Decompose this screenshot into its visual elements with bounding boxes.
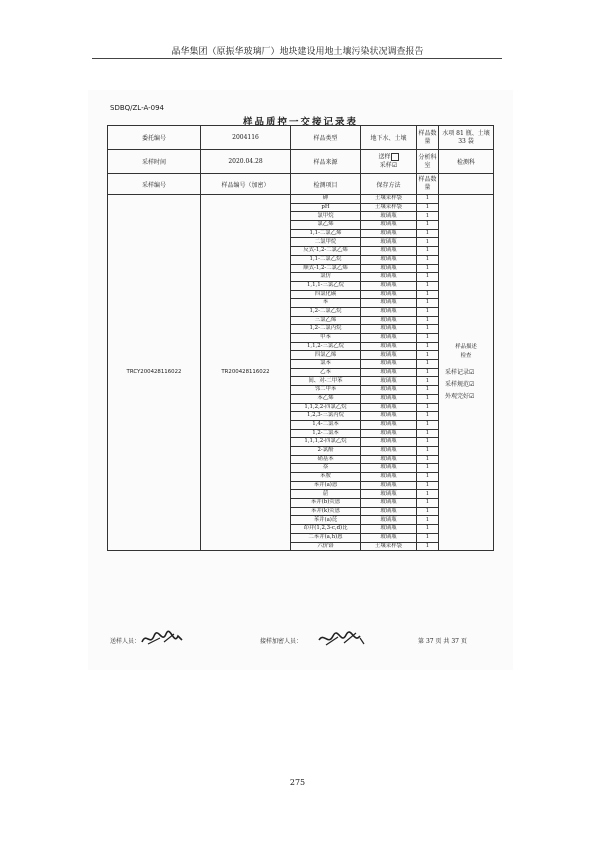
- sample-qty-label: 样品数量: [417, 126, 439, 150]
- item-rows: [108, 195, 494, 551]
- qty-cell: 1: [417, 403, 439, 412]
- qty-cell: 1: [417, 525, 439, 534]
- item-cell: 苯并(a)芘: [291, 516, 361, 525]
- checkbox-checked-icon: ☑: [469, 368, 475, 376]
- item-cell: 苯胺: [291, 473, 361, 482]
- checkbox-empty-icon: [391, 153, 399, 161]
- qty-cell: 1: [417, 247, 439, 256]
- check-item-standard: [439, 379, 493, 391]
- sample-type-label: 样品类型: [291, 126, 361, 150]
- qty-cell: 1: [417, 377, 439, 386]
- qty-cell: 1: [417, 542, 439, 551]
- page-prefix: 第: [418, 638, 425, 645]
- qty-cell: 1: [417, 368, 439, 377]
- qty-cell: 1: [417, 325, 439, 334]
- storage-cell: 土壤采样袋: [361, 195, 417, 204]
- item-cell: 1,1,1,2-四氯乙烷: [291, 438, 361, 447]
- storage-cell: 玻璃瓶: [361, 221, 417, 230]
- item-cell: 硝基苯: [291, 455, 361, 464]
- storage-cell: 玻璃瓶: [361, 342, 417, 351]
- qty-cell: 1: [417, 464, 439, 473]
- qty-cell: 1: [417, 412, 439, 421]
- notes-cell: [439, 195, 494, 551]
- form-title: 样品质控一交接记录表: [242, 117, 358, 128]
- sender-label: 送样人员：: [110, 638, 141, 645]
- item-cell: 四氯乙烯: [291, 351, 361, 360]
- qty-cell: 1: [417, 455, 439, 464]
- checkbox-checked-icon: ☑: [469, 380, 475, 388]
- storage-cell: 玻璃瓶: [361, 290, 417, 299]
- storage-cell: 玻璃瓶: [361, 360, 417, 369]
- item-cell: 二苯并(a,h)蒽: [291, 533, 361, 542]
- item-cell: 1,2-二氯苯: [291, 429, 361, 438]
- storage-cell: 玻璃瓶: [361, 351, 417, 360]
- item-cell: 䓛: [291, 490, 361, 499]
- document-code: SDBQ/ZL-A-094: [110, 104, 164, 112]
- page-total: 37: [451, 638, 459, 645]
- storage-cell: 玻璃瓶: [361, 525, 417, 534]
- source-option-sample: 采样: [379, 161, 392, 169]
- sample-id: TR200428116022: [201, 195, 291, 551]
- qty-cell: 1: [417, 420, 439, 429]
- check-item-appearance: [439, 391, 493, 403]
- qty-cell: 1: [417, 516, 439, 525]
- storage-cell: 玻璃瓶: [361, 394, 417, 403]
- storage-cell: 玻璃瓶: [361, 446, 417, 455]
- item-cell: 2-氯酚: [291, 446, 361, 455]
- col-notes: [439, 174, 494, 195]
- storage-cell: 玻璃瓶: [361, 507, 417, 516]
- storage-cell: 玻璃瓶: [361, 229, 417, 238]
- page-suffix: 页: [460, 638, 467, 645]
- source-options: [361, 150, 417, 174]
- item-cell: 甲苯: [291, 334, 361, 343]
- storage-cell: 土壤采样袋: [361, 203, 417, 212]
- source-option-send: 送样: [378, 153, 391, 161]
- item-cell: 1,1-二氯乙烷: [291, 255, 361, 264]
- page-current: 37: [425, 638, 434, 645]
- storage-cell: 玻璃瓶: [361, 490, 417, 499]
- item-cell: 1,1-二氯乙烯: [291, 229, 361, 238]
- qty-cell: 1: [417, 507, 439, 516]
- item-cell: 氯甲烷: [291, 212, 361, 221]
- qty-cell: 1: [417, 221, 439, 230]
- storage-cell: 玻璃瓶: [361, 255, 417, 264]
- analysis-label: 分析科室: [417, 150, 439, 174]
- col-sample-code: 样品编号（加密）: [201, 174, 291, 195]
- receiver-signature-icon: [316, 630, 366, 648]
- page-number: 275: [289, 778, 306, 787]
- date-label: 采样时间: [108, 150, 201, 174]
- notes-title: 样品描述检查: [455, 343, 477, 359]
- storage-cell: 玻璃瓶: [361, 368, 417, 377]
- column-header-row: [108, 174, 494, 195]
- col-storage: 保存方法: [361, 174, 417, 195]
- storage-cell: 玻璃瓶: [361, 386, 417, 395]
- storage-cell: 玻璃瓶: [361, 516, 417, 525]
- sample-type-value: 地下水、土壤: [361, 126, 417, 150]
- commission-label: 委托编号: [108, 126, 201, 150]
- storage-cell: 玻璃瓶: [361, 420, 417, 429]
- storage-cell: 玻璃瓶: [361, 429, 417, 438]
- qty-cell: 1: [417, 351, 439, 360]
- top-row-2: [108, 150, 494, 174]
- storage-cell: 玻璃瓶: [361, 334, 417, 343]
- item-cell: 氯仿: [291, 273, 361, 282]
- storage-cell: 玻璃瓶: [361, 264, 417, 273]
- qty-cell: 1: [417, 273, 439, 282]
- qty-cell: 1: [417, 481, 439, 490]
- storage-cell: 玻璃瓶: [361, 307, 417, 316]
- qty-cell: 1: [417, 290, 439, 299]
- item-cell: 1,2,3-三氯丙烷: [291, 412, 361, 421]
- scanned-form: [88, 90, 513, 670]
- qty-cell: 1: [417, 360, 439, 369]
- storage-cell: 玻璃瓶: [361, 377, 417, 386]
- storage-cell: 玻璃瓶: [361, 325, 417, 334]
- qty-cell: 1: [417, 342, 439, 351]
- item-cell: 顺式-1,2-二氯乙烯: [291, 264, 361, 273]
- item-cell: 间、对-二甲苯: [291, 377, 361, 386]
- sender-signature-icon: [140, 630, 184, 648]
- item-cell: 苯并(b)荧蒽: [291, 499, 361, 508]
- handover-table: [107, 125, 494, 551]
- storage-cell: 玻璃瓶: [361, 281, 417, 290]
- checkbox-checked-icon: ☑: [469, 392, 475, 400]
- item-cell: 1,4-二氯苯: [291, 420, 361, 429]
- storage-cell: 土壤采样袋: [361, 542, 417, 551]
- item-cell: pH: [291, 203, 361, 212]
- qty-cell: 1: [417, 238, 439, 247]
- item-cell: 氯乙烯: [291, 221, 361, 230]
- storage-cell: 玻璃瓶: [361, 481, 417, 490]
- receiver-label: 接样加密人员：: [260, 638, 303, 645]
- header-rule: [92, 58, 502, 59]
- date-value: 2020.04.28: [201, 150, 291, 174]
- item-cell: 1,2-二氯丙烷: [291, 325, 361, 334]
- qty-cell: 1: [417, 212, 439, 221]
- item-cell: 二氯甲烷: [291, 238, 361, 247]
- page-count: [418, 636, 467, 645]
- col-item: 检测项目: [291, 174, 361, 195]
- qty-cell: 1: [417, 229, 439, 238]
- analysis-value: 检测科: [439, 150, 494, 174]
- storage-cell: 玻璃瓶: [361, 273, 417, 282]
- item-cell: 四氯化碳: [291, 290, 361, 299]
- col-qty: 样品数量: [417, 174, 439, 195]
- qty-cell: 1: [417, 255, 439, 264]
- storage-cell: 玻璃瓶: [361, 316, 417, 325]
- sample-qty-value: 水项 81 瓶、土壤 33 袋: [439, 126, 494, 150]
- storage-cell: 玻璃瓶: [361, 403, 417, 412]
- qty-cell: 1: [417, 446, 439, 455]
- source-label: 样品来源: [291, 150, 361, 174]
- qty-cell: 1: [417, 473, 439, 482]
- check-appearance-label: 外观完好: [445, 392, 470, 400]
- storage-cell: 玻璃瓶: [361, 464, 417, 473]
- storage-cell: 玻璃瓶: [361, 455, 417, 464]
- col-sample-no: 采样编号: [108, 174, 201, 195]
- item-cell: 萘: [291, 464, 361, 473]
- commission-value: 2004116: [201, 126, 291, 150]
- storage-cell: 玻璃瓶: [361, 533, 417, 542]
- item-cell: 1,1,2-三氯乙烷: [291, 342, 361, 351]
- item-cell: 乙苯: [291, 368, 361, 377]
- item-cell: 砷: [291, 195, 361, 204]
- top-row-1: [108, 126, 494, 150]
- qty-cell: 1: [417, 195, 439, 204]
- item-cell: 三氯乙烯: [291, 316, 361, 325]
- item-cell: 苯: [291, 299, 361, 308]
- item-cell: 氯苯: [291, 360, 361, 369]
- page-mid: 页 共: [435, 638, 450, 645]
- qty-cell: 1: [417, 307, 439, 316]
- qty-cell: 1: [417, 203, 439, 212]
- table-row: [108, 195, 494, 204]
- qty-cell: 1: [417, 316, 439, 325]
- storage-cell: 玻璃瓶: [361, 438, 417, 447]
- sampling-id: TRCY200428116022: [108, 195, 201, 551]
- qty-cell: 1: [417, 264, 439, 273]
- item-cell: 茚并(1,2,3-c,d)芘: [291, 525, 361, 534]
- storage-cell: 玻璃瓶: [361, 212, 417, 221]
- storage-cell: 玻璃瓶: [361, 247, 417, 256]
- qty-cell: 1: [417, 281, 439, 290]
- qty-cell: 1: [417, 429, 439, 438]
- qty-cell: 1: [417, 490, 439, 499]
- item-cell: 反式-1,2-二氯乙烯: [291, 247, 361, 256]
- qty-cell: 1: [417, 394, 439, 403]
- storage-cell: 玻璃瓶: [361, 238, 417, 247]
- qty-cell: 1: [417, 438, 439, 447]
- qty-cell: 1: [417, 533, 439, 542]
- check-item-record: [439, 367, 493, 379]
- item-cell: 苯乙烯: [291, 394, 361, 403]
- qty-cell: 1: [417, 299, 439, 308]
- checkbox-checked-icon: ☑: [391, 161, 398, 169]
- check-standard-label: 采样规范: [445, 380, 470, 388]
- check-record-label: 采样记录: [445, 368, 470, 376]
- storage-cell: 玻璃瓶: [361, 499, 417, 508]
- storage-cell: 玻璃瓶: [361, 412, 417, 421]
- item-cell: 邻二甲苯: [291, 386, 361, 395]
- item-cell: 苯并(k)荧蒽: [291, 507, 361, 516]
- storage-cell: 玻璃瓶: [361, 473, 417, 482]
- qty-cell: 1: [417, 499, 439, 508]
- report-header: 晶华集团（原振华玻璃厂）地块建设用地土壤污染状况调查报告: [171, 47, 424, 57]
- item-cell: 六价铬: [291, 542, 361, 551]
- item-cell: 苯并(a)蒽: [291, 481, 361, 490]
- item-cell: 1,2-二氯乙烷: [291, 307, 361, 316]
- qty-cell: 1: [417, 334, 439, 343]
- qty-cell: 1: [417, 386, 439, 395]
- item-cell: 1,1,2,2-四氯乙烷: [291, 403, 361, 412]
- item-cell: 1,1,1-三氯乙烷: [291, 281, 361, 290]
- storage-cell: 玻璃瓶: [361, 299, 417, 308]
